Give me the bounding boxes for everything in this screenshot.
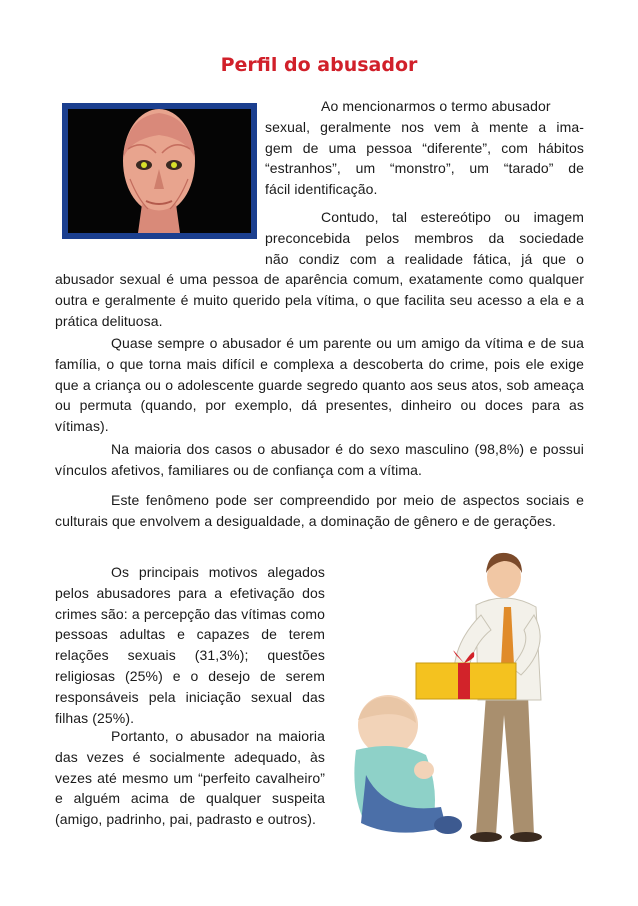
page-title: Perfil do abusador [220,54,418,76]
text-line: “estranhos”, um “monstro”, um “tarado” de [265,160,584,177]
text-line: gem de uma pessoa “diferente”, com hábitos [265,139,584,156]
text-block: abusador sexual é uma pessoa de aparência comum, exatamente como qualquer outra e geralmente é muito querido pela vítima, o que facilita seu acesso a ela e a prática delituosa. [55,271,584,329]
text-line: sexual, geralmente nos vem à mente a ima- [265,118,584,135]
face-illustration [62,103,257,239]
paragraph-conclusion [55,726,325,830]
text-block: Portanto, o abusador na maioria das vezes é socialmente adequado, às vezes até mesmo um “perfeito cavalheiro” e alguém acima de qualquer suspeita (amigo, padrinho, pai, padrasto e outros). [55,728,325,828]
text-block: Os principais motivos alegados pelos abusadores para a efetivação dos crimes são: a percepção das vítimas como pessoas adultas e capazes de terem relações sexuais (31,3%); questões religiosas (25%) e o desejo de serem responsáveis pela iniciação sexual das filhas (25%). [55,564,325,726]
paragraph-statistics [55,439,584,481]
paragraph-stereotype-rest [55,269,584,331]
text-line: Ao mencionarmos o termo abusador [321,98,551,114]
text-line: preconcebida pelos membros da sociedade [265,229,584,246]
anatomical-head-icon [68,109,251,233]
text-block: Quase sempre o abusador é um parente ou um amigo da vítima e de sua família, o que torna mais difícil e complexa a descoberta do crime, pois ele exige que a criança ou o adolescente guarde segredo quanto aos seus atos, sob ameaça ou permuta (quando, por exemplo, dá presentes, dinheiro ou doces para as vítimas). [55,335,584,435]
paragraph-relatives [55,333,584,437]
text-line: fácil identificação. [265,181,378,198]
paragraph-stereotype-head [265,207,584,269]
man-giving-gift-icon [336,545,592,845]
paragraph-phenomenon [55,490,584,532]
text-block: Na maioria dos casos o abusador é do sexo masculino (98,8%) e possui vínculos afetivos, familiares ou de confiança com a vítima. [55,441,584,478]
text-line: não condiz com a realidade fática, já que o [265,250,584,267]
text-line: Contudo, tal estereótipo ou imagem [321,209,584,225]
text-block: Este fenômeno pode ser compreendido por meio de aspectos sociais e culturais que envolvem a desigualdade, a dominação de gênero e de gerações. [55,492,584,529]
paragraph-intro [265,96,584,200]
paragraph-motives [55,562,325,728]
man-gift-illustration [336,545,592,845]
